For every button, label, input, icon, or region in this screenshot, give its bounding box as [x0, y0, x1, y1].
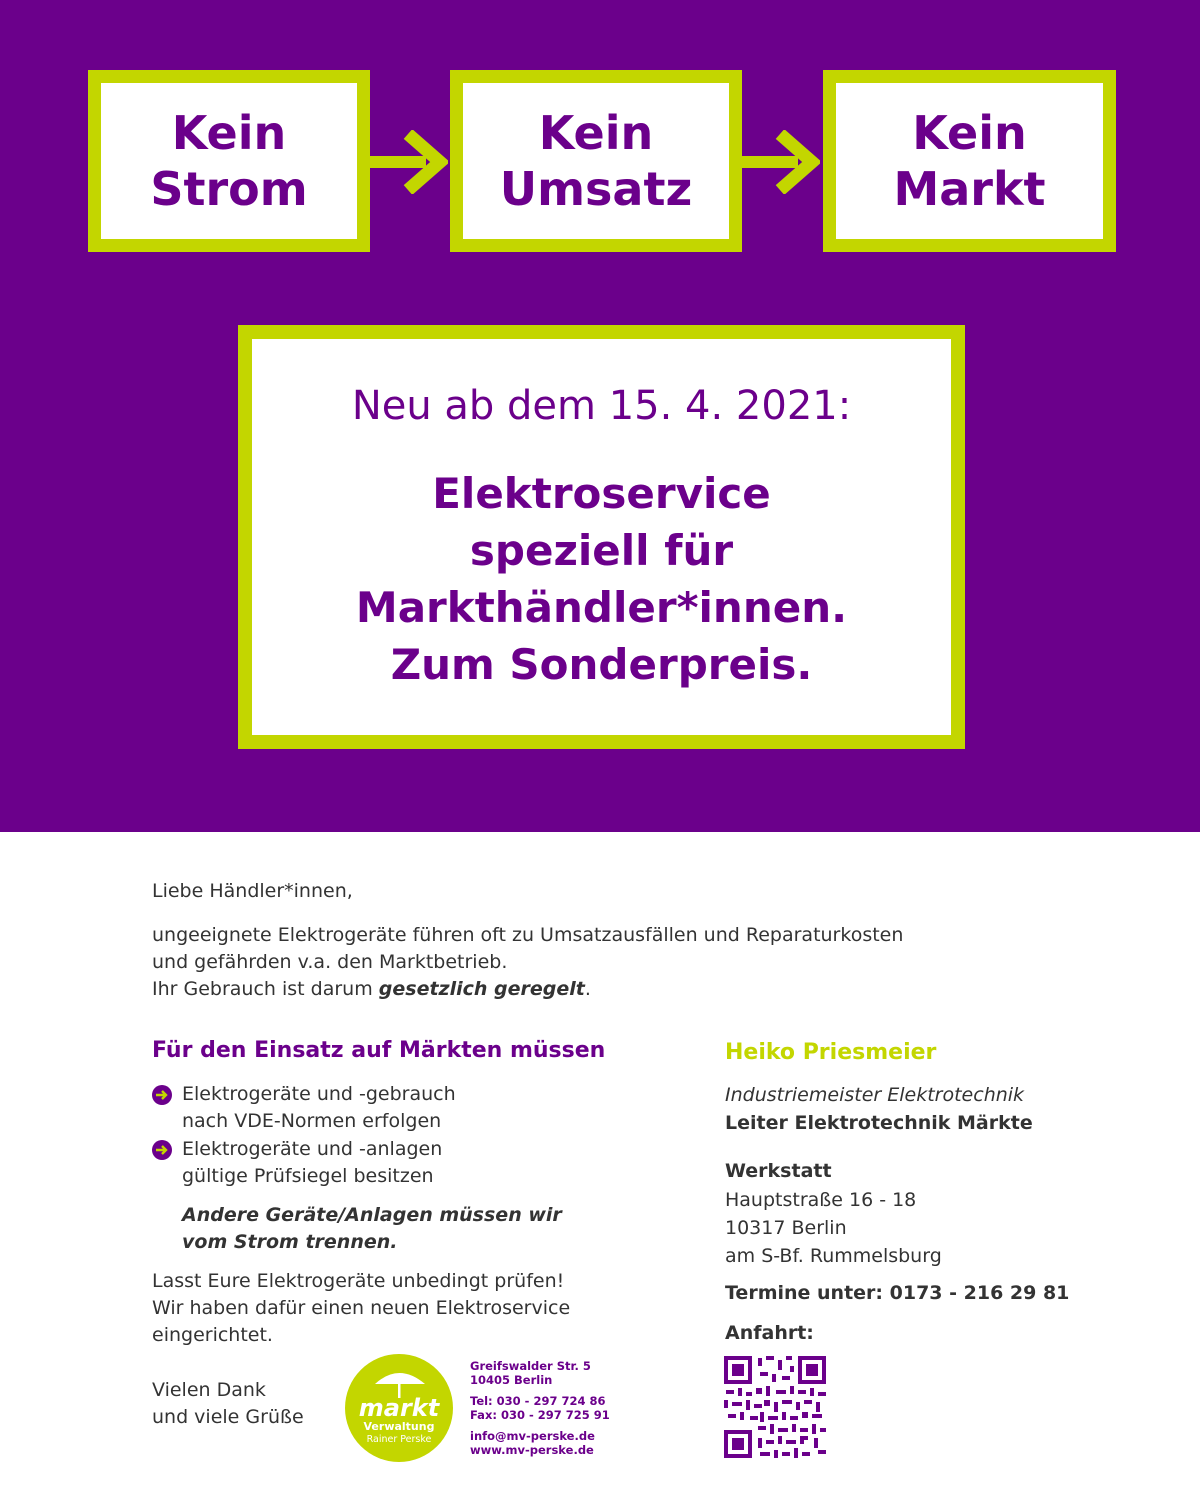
flow-box-line2: Markt: [893, 162, 1046, 216]
address-line: Hauptstraße 16 - 18: [725, 1189, 917, 1211]
intro-line: und gefährden v.a. den Marktbetrieb.: [152, 951, 508, 973]
logo-line3: Rainer Perske: [366, 1434, 432, 1445]
intro-emphasis: gesetzlich geregelt: [378, 978, 585, 1000]
contact-email[interactable]: info@mv-perske.de: [470, 1429, 595, 1443]
requirement-line: Elektrogeräte und -anlagen: [182, 1138, 443, 1160]
address-line: 10317 Berlin: [725, 1217, 847, 1239]
warning-line: Andere Geräte/Anlagen müssen wir: [182, 1204, 562, 1226]
contact-street: Greifswalder Str. 5: [470, 1359, 591, 1373]
qr-code-icon[interactable]: [724, 1356, 826, 1458]
contact-web[interactable]: www.mv-perske.de: [470, 1443, 594, 1457]
contact-block: [470, 1359, 610, 1457]
check-line: eingerichtet.: [152, 1324, 273, 1346]
flow-box-line2: Strom: [150, 162, 308, 216]
requirement-item: [152, 1081, 456, 1135]
logo-line2: Verwaltung: [363, 1420, 435, 1433]
check-line: Wir haben dafür einen neuen Elektroservice: [152, 1297, 571, 1319]
appointment-phone[interactable]: Termine unter: 0173 - 216 29 81: [725, 1282, 1070, 1304]
headline-line: speziell für: [469, 526, 734, 575]
contact-tel[interactable]: Tel: 030 - 297 724 86: [470, 1394, 606, 1408]
address-line: am S-Bf. Rummelsburg: [725, 1245, 942, 1267]
circle-arrow-icon: [152, 1140, 172, 1160]
requirement-line: gültige Prüfsiegel besitzen: [182, 1165, 434, 1187]
announcement-subtitle: Neu ab dem 15. 4. 2021:: [351, 383, 852, 429]
workshop-label: Werkstatt: [725, 1160, 832, 1182]
contact-city: 10405 Berlin: [470, 1373, 553, 1387]
headline-line: Zum Sonderpreis.: [390, 640, 813, 689]
requirements-title: Für den Einsatz auf Märkten müssen: [152, 1038, 606, 1063]
intro-line: [152, 976, 903, 1003]
letter-intro: [152, 922, 903, 1003]
arrow-right-icon: [368, 130, 448, 194]
intro-line: ungeeignete Elektrogeräte führen oft zu Umsatzausfällen und Reparaturkosten: [152, 924, 904, 946]
headline-line: Elektroservice: [432, 469, 771, 518]
check-line: Lasst Eure Elektrogeräte unbedingt prüfen!: [152, 1270, 565, 1292]
headline-line: Markthändler*innen.: [355, 583, 848, 632]
closing-line: Vielen Dank: [152, 1379, 266, 1401]
requirement-line: nach VDE-Normen erfolgen: [182, 1110, 442, 1132]
flow-box-no-market: [823, 70, 1116, 252]
arrow-right-icon: [740, 130, 820, 194]
logo-word: markt: [358, 1394, 440, 1422]
check-paragraph: [152, 1268, 570, 1349]
flow-box-no-power: [88, 70, 370, 252]
warning-note: [182, 1202, 562, 1256]
person-position: Leiter Elektrotechnik Märkte: [725, 1112, 1033, 1134]
closing-line: und viele Grüße: [152, 1406, 304, 1428]
workshop-address: [725, 1186, 942, 1270]
closing: [152, 1377, 304, 1431]
directions-label: Anfahrt:: [725, 1322, 814, 1344]
intro-line3-post: .: [584, 978, 591, 1000]
warning-line: vom Strom trennen.: [182, 1231, 398, 1253]
flow-box-line2: Umsatz: [499, 162, 693, 216]
person-role: Industriemeister Elektrotechnik: [725, 1084, 1025, 1106]
requirement-item: [152, 1136, 442, 1190]
requirement-line: Elektrogeräte und -gebrauch: [182, 1083, 456, 1105]
letter-greeting: Liebe Händler*innen,: [152, 880, 353, 902]
markt-verwaltung-logo: [345, 1354, 453, 1462]
announcement-headline: [252, 465, 951, 693]
flow-box-line1: Kein: [912, 106, 1027, 160]
announcement-box: [238, 325, 965, 749]
contact-fax: Fax: 030 - 297 725 91: [470, 1408, 610, 1422]
flow-box-line1: Kein: [171, 106, 287, 160]
flow-box-line1: Kein: [538, 106, 654, 160]
flow-box-no-sales: [450, 70, 742, 252]
intro-line3-pre: Ihr Gebrauch ist darum: [152, 978, 379, 1000]
person-name: Heiko Priesmeier: [725, 1040, 937, 1065]
circle-arrow-icon: [152, 1085, 172, 1105]
